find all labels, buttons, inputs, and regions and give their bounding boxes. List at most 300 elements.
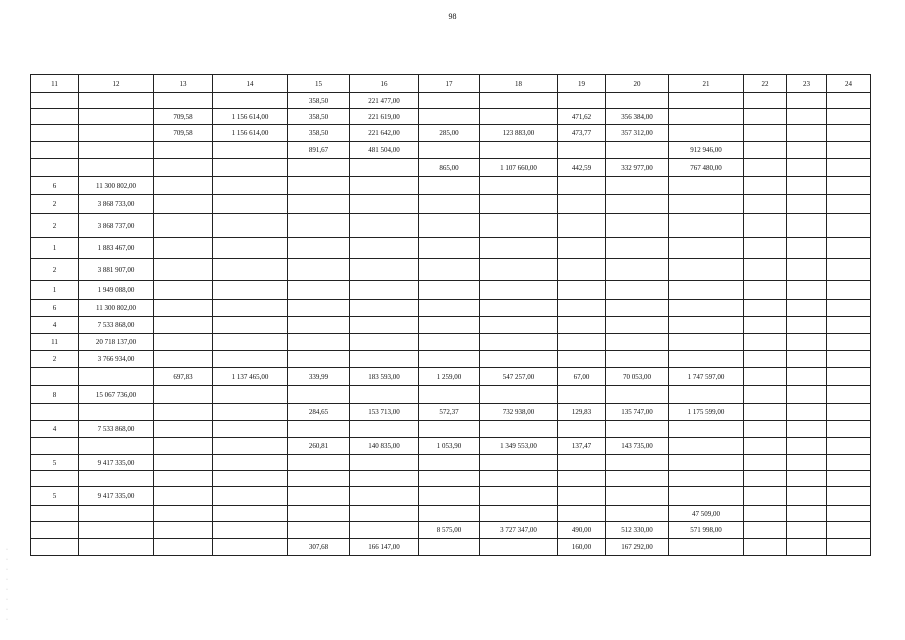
table-cell [288,487,350,506]
table-cell [419,471,480,487]
table-cell: 160,00 [558,539,606,556]
table-cell [558,351,606,368]
table-cell [480,455,558,471]
table-cell [827,214,871,238]
table-cell [31,471,79,487]
table-cell [669,214,744,238]
table-cell: 3 727 347,00 [480,522,558,539]
table-cell [827,539,871,556]
table-row [31,487,871,506]
table-cell: 3 881 907,00 [79,259,154,281]
table-cell [350,506,419,522]
table-row [31,238,871,259]
table-cell [744,471,787,487]
table-cell [419,317,480,334]
table-cell: 1 747 597,00 [669,368,744,386]
table-cell [213,159,288,177]
table-cell [288,159,350,177]
table-cell [350,195,419,214]
table-cell [288,351,350,368]
column-header: 18 [480,75,558,93]
table-cell [288,506,350,522]
table-cell: 166 147,00 [350,539,419,556]
table-cell [154,177,213,195]
table-cell: 473,77 [558,125,606,142]
column-header: 23 [787,75,827,93]
table-cell: 129,83 [558,404,606,421]
table-cell: 490,00 [558,522,606,539]
table-cell [558,300,606,317]
table-cell [669,177,744,195]
table-cell [480,539,558,556]
table-cell [480,506,558,522]
table-cell [213,300,288,317]
table-cell [419,109,480,125]
table-cell: 767 480,00 [669,159,744,177]
table-cell [558,386,606,404]
table-cell [787,471,827,487]
table-cell [606,506,669,522]
table-cell [787,386,827,404]
table-cell [827,177,871,195]
table-cell [288,522,350,539]
table-cell [419,386,480,404]
table-row [31,93,871,109]
table-cell [744,214,787,238]
table-cell: 167 292,00 [606,539,669,556]
table-cell [744,195,787,214]
table-cell: 912 946,00 [669,142,744,159]
table-cell [669,238,744,259]
table-cell [154,334,213,351]
table-cell [827,195,871,214]
table-cell [744,506,787,522]
table-cell [669,109,744,125]
table-cell: 7 533 868,00 [79,421,154,438]
table-cell [827,368,871,386]
table-row [31,334,871,351]
table-cell [419,214,480,238]
table-cell: 70 053,00 [606,368,669,386]
table-cell: 1 [31,281,79,300]
table-cell [787,404,827,421]
table-row [31,142,871,159]
table-cell [787,438,827,455]
table-cell [79,438,154,455]
table-cell: 183 593,00 [350,368,419,386]
table-cell [154,471,213,487]
column-header: 24 [827,75,871,93]
table-cell [480,317,558,334]
table-cell [787,351,827,368]
table-cell [419,177,480,195]
table-cell [558,471,606,487]
table-cell [669,471,744,487]
table-cell [558,142,606,159]
table-cell: 221 477,00 [350,93,419,109]
table-cell [350,177,419,195]
table-cell [154,351,213,368]
table-cell [31,506,79,522]
column-header: 14 [213,75,288,93]
table-cell: 1 949 088,00 [79,281,154,300]
table-cell [827,238,871,259]
table-cell [558,421,606,438]
table-cell [31,522,79,539]
table-cell [350,421,419,438]
table-cell [744,539,787,556]
data-table [30,74,871,556]
table-cell: 153 713,00 [350,404,419,421]
table-row [31,159,871,177]
table-cell [350,300,419,317]
table-cell: 1 156 614,00 [213,125,288,142]
table-cell [787,506,827,522]
table-cell [480,334,558,351]
table-cell [350,455,419,471]
table-cell [480,421,558,438]
table-cell [744,334,787,351]
table-row [31,471,871,487]
table-cell [419,259,480,281]
table-cell: 260,81 [288,438,350,455]
table-cell [480,351,558,368]
column-header: 21 [669,75,744,93]
table-cell [31,93,79,109]
table-cell [154,539,213,556]
table-cell: 547 257,00 [480,368,558,386]
table-cell: 137,47 [558,438,606,455]
table-cell: 709,58 [154,109,213,125]
table-cell [31,109,79,125]
table-cell: 1 883 467,00 [79,238,154,259]
table-cell [606,300,669,317]
table-cell [744,438,787,455]
table-cell [606,317,669,334]
table-cell [787,487,827,506]
table-cell: 481 504,00 [350,142,419,159]
table-cell: 15 067 736,00 [79,386,154,404]
table-cell [213,487,288,506]
table-row [31,281,871,300]
table-cell [288,214,350,238]
table-cell [787,125,827,142]
column-header: 22 [744,75,787,93]
table-cell [669,351,744,368]
table-cell: 1 [31,238,79,259]
table-cell [480,109,558,125]
table-cell [669,300,744,317]
table-cell: 8 [31,386,79,404]
table-cell [288,421,350,438]
table-cell [213,214,288,238]
table-cell [558,317,606,334]
table-cell [154,142,213,159]
table-cell: 20 718 137,00 [79,334,154,351]
table-cell [669,334,744,351]
table-cell: 339,99 [288,368,350,386]
table-cell [213,259,288,281]
table-cell [350,238,419,259]
table-cell: 4 [31,421,79,438]
table-cell [669,455,744,471]
table-cell [669,259,744,281]
table-row [31,195,871,214]
table-cell [213,281,288,300]
table-cell [606,334,669,351]
table-cell [827,300,871,317]
table-cell: 709,58 [154,125,213,142]
table-row [31,386,871,404]
table-row [31,351,871,368]
table-cell [154,238,213,259]
table-cell [213,317,288,334]
table-cell [213,386,288,404]
table-cell: 221 642,00 [350,125,419,142]
table-cell: 891,67 [288,142,350,159]
table-cell [827,93,871,109]
table-cell [288,281,350,300]
table-row [31,317,871,334]
table-row [31,259,871,281]
table-cell [350,351,419,368]
table-cell [558,259,606,281]
table-cell: 1 137 465,00 [213,368,288,386]
table-cell [744,109,787,125]
table-cell [669,421,744,438]
table-cell [787,281,827,300]
table-cell [606,281,669,300]
table-cell: 221 619,00 [350,109,419,125]
table-row [31,522,871,539]
table-cell [213,438,288,455]
table-row [31,539,871,556]
table-cell [558,93,606,109]
table-cell [558,455,606,471]
column-header: 11 [31,75,79,93]
table-cell [419,539,480,556]
table-cell [419,142,480,159]
table-cell: 47 509,00 [669,506,744,522]
table-cell: 572,37 [419,404,480,421]
table-cell [213,334,288,351]
table-cell [213,177,288,195]
table-cell [606,214,669,238]
table-cell [669,93,744,109]
table-cell [213,238,288,259]
table-cell [480,259,558,281]
table-cell [558,506,606,522]
table-cell [558,281,606,300]
table-cell [79,125,154,142]
table-body [31,93,871,556]
table-cell [154,93,213,109]
column-header: 17 [419,75,480,93]
table-cell [480,386,558,404]
column-header: 12 [79,75,154,93]
table-cell [827,506,871,522]
table-cell [606,487,669,506]
table-cell [558,177,606,195]
table-cell [213,351,288,368]
table-cell [288,238,350,259]
table-cell [154,317,213,334]
table-cell: 2 [31,259,79,281]
table-cell: 3 868 733,00 [79,195,154,214]
table-cell [79,368,154,386]
table-cell [787,368,827,386]
table-cell [480,471,558,487]
table-cell [350,281,419,300]
table-row [31,177,871,195]
table-cell: 357 312,00 [606,125,669,142]
table-cell [827,317,871,334]
table-cell: 512 330,00 [606,522,669,539]
table-cell [419,506,480,522]
table-cell [827,259,871,281]
table-cell [744,487,787,506]
table-row [31,404,871,421]
table-cell [787,142,827,159]
table-cell [213,195,288,214]
table-cell [744,259,787,281]
table-cell [213,404,288,421]
table-cell [827,421,871,438]
table-cell [350,471,419,487]
table-cell [744,386,787,404]
table-cell: 865,00 [419,159,480,177]
table-cell [419,455,480,471]
table-cell [787,539,827,556]
table-cell: 284,65 [288,404,350,421]
table-cell [288,177,350,195]
table-cell [669,386,744,404]
table-cell [558,214,606,238]
table-cell [827,351,871,368]
table-cell [744,421,787,438]
table-cell [288,195,350,214]
table-cell [288,471,350,487]
table-cell [350,317,419,334]
table-cell [350,214,419,238]
table-cell [480,281,558,300]
table-cell [744,238,787,259]
table-cell: 11 300 802,00 [79,300,154,317]
table-cell [31,438,79,455]
table-cell: 2 [31,195,79,214]
table-cell: 8 575,00 [419,522,480,539]
table-cell [31,142,79,159]
column-header: 15 [288,75,350,93]
table-cell: 1 156 614,00 [213,109,288,125]
table-cell [787,159,827,177]
table-row [31,421,871,438]
table-cell [79,471,154,487]
table-cell [154,438,213,455]
table-cell: 442,59 [558,159,606,177]
table-cell [606,351,669,368]
table-cell [744,300,787,317]
table-cell [154,281,213,300]
table-cell [288,334,350,351]
table-cell [606,238,669,259]
table-cell: 6 [31,300,79,317]
header-row [31,75,871,93]
table-cell: 67,00 [558,368,606,386]
table-cell [419,300,480,317]
table-cell [79,93,154,109]
table-cell [787,300,827,317]
table-cell [558,195,606,214]
table-cell: 6 [31,177,79,195]
table-cell [154,386,213,404]
table-cell [288,455,350,471]
table-cell: 471,62 [558,109,606,125]
table-cell [419,195,480,214]
table-cell: 3 868 737,00 [79,214,154,238]
table-cell [480,195,558,214]
table-cell [787,455,827,471]
table-cell [480,142,558,159]
table-cell [213,93,288,109]
table-cell: 5 [31,455,79,471]
table-cell [606,455,669,471]
table-cell [154,214,213,238]
table-cell: 1 107 660,00 [480,159,558,177]
table-cell [669,281,744,300]
table-cell: 732 938,00 [480,404,558,421]
table-cell [787,238,827,259]
table-cell: 285,00 [419,125,480,142]
table-cell [154,404,213,421]
table-cell [827,471,871,487]
table-cell [744,93,787,109]
table-cell [154,159,213,177]
table-cell [350,386,419,404]
table-cell: 5 [31,487,79,506]
table-cell [350,334,419,351]
table-cell: 143 735,00 [606,438,669,455]
table-cell [154,487,213,506]
table-cell [213,539,288,556]
table-cell [744,317,787,334]
table-cell [154,300,213,317]
table-cell [669,317,744,334]
table-cell [419,351,480,368]
table-cell [480,214,558,238]
table-cell [744,368,787,386]
table-cell: 2 [31,351,79,368]
table-row [31,109,871,125]
table-cell [154,421,213,438]
table-cell [827,438,871,455]
table-cell [558,487,606,506]
table-cell: 2 [31,214,79,238]
table-cell [744,455,787,471]
table-cell [787,93,827,109]
table-cell [31,404,79,421]
table-cell [350,259,419,281]
table-cell [606,142,669,159]
table-cell [288,317,350,334]
table-cell: 571 998,00 [669,522,744,539]
table-cell [419,487,480,506]
table-row [31,125,871,142]
table-cell: 1 053,90 [419,438,480,455]
table-cell [827,142,871,159]
table-cell [480,177,558,195]
table-cell: 7 533 868,00 [79,317,154,334]
